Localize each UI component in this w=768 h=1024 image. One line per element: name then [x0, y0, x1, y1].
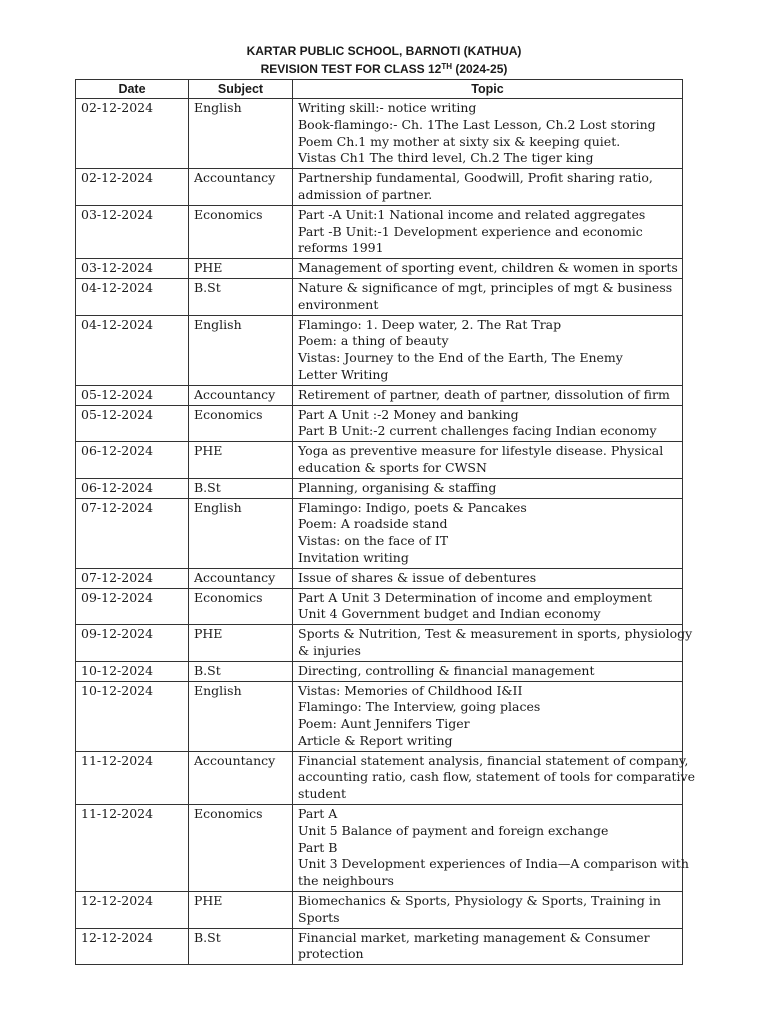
- subject-cell: Accountancy: [189, 751, 293, 804]
- topic-line: Planning, organising & staffing: [298, 479, 497, 495]
- topic-line: Letter Writing: [298, 366, 389, 382]
- table-row: [76, 661, 683, 681]
- table-row: [76, 385, 683, 405]
- table-row: [76, 751, 683, 804]
- subject-cell: B.St: [189, 278, 293, 315]
- topic-line: Poem: a thing of beauty: [298, 333, 449, 349]
- topic-line: & injuries: [298, 642, 361, 658]
- subject-cell: Economics: [189, 205, 293, 258]
- table-row: [76, 99, 683, 169]
- topic-line: Flamingo: 1. Deep water, 2. The Rat Trap: [298, 316, 562, 332]
- topic-line: Vistas Ch1 The third level, Ch.2 The tiger king: [298, 150, 594, 166]
- subject-cell: PHE: [189, 625, 293, 662]
- date-cell: 03-12-2024: [76, 259, 189, 279]
- topic-line: protection: [298, 946, 364, 962]
- column-header-date: Date: [76, 80, 189, 99]
- topic-line: environment: [298, 296, 379, 312]
- date-cell: 11-12-2024: [76, 805, 189, 892]
- subject-cell: B.St: [189, 478, 293, 498]
- topic-line: Unit 3 Development experiences of India—A comparison with: [298, 856, 689, 872]
- topic-line: Writing skill:- notice writing: [298, 100, 477, 115]
- topic-line: Part -B Unit:-1 Development experience and economic: [298, 223, 643, 239]
- date-cell: 10-12-2024: [76, 661, 189, 681]
- revision-schedule-table: [75, 79, 696, 965]
- topic-cell: [293, 568, 683, 588]
- topic-cell: [293, 478, 683, 498]
- topic-cell: [293, 892, 683, 929]
- topic-cell: [293, 169, 683, 206]
- topic-line: admission of partner.: [298, 186, 433, 202]
- table-row: [76, 315, 683, 385]
- subject-cell: English: [189, 315, 293, 385]
- topic-cell: [293, 405, 683, 442]
- table-row: [76, 588, 683, 625]
- topic-line: Part B: [298, 839, 338, 855]
- topic-line: Vistas: Memories of Childhood I&II: [298, 682, 523, 698]
- topic-cell: [293, 385, 683, 405]
- topic-cell: [293, 928, 683, 965]
- date-cell: 12-12-2024: [76, 892, 189, 929]
- topic-line: Part -A Unit:1 National income and related aggregates: [298, 206, 646, 222]
- topic-cell: [293, 278, 683, 315]
- document-title: REVISION TEST FOR CLASS 12TH (2024-25): [260, 62, 508, 76]
- date-cell: 02-12-2024: [76, 99, 189, 169]
- date-cell: 02-12-2024: [76, 169, 189, 206]
- date-cell: 12-12-2024: [76, 928, 189, 965]
- date-cell: 03-12-2024: [76, 205, 189, 258]
- subject-cell: Accountancy: [189, 385, 293, 405]
- subject-cell: Economics: [189, 588, 293, 625]
- topic-line: Issue of shares & issue of debentures: [298, 569, 537, 585]
- topic-line: accounting ratio, cash flow, statement of tools for comparative: [298, 769, 696, 785]
- topic-line: Retirement of partner, death of partner, dissolution of firm: [298, 386, 670, 402]
- table-row: [76, 169, 683, 206]
- table-row: [76, 892, 683, 929]
- table-row: [76, 928, 683, 965]
- table-row: [76, 278, 683, 315]
- subject-cell: English: [189, 681, 293, 751]
- date-cell: 04-12-2024: [76, 278, 189, 315]
- topic-line: Biomechanics & Sports, Physiology & Sports, Training in: [298, 893, 661, 909]
- table-row: [76, 478, 683, 498]
- table-row: [76, 681, 683, 751]
- subject-cell: PHE: [189, 892, 293, 929]
- date-cell: 05-12-2024: [76, 385, 189, 405]
- table-header-row: [76, 80, 683, 99]
- table-row: [76, 568, 683, 588]
- topic-line: Nature & significance of mgt, principles of mgt & business: [298, 279, 673, 295]
- topic-line: the neighbours: [298, 873, 394, 889]
- topic-cell: [293, 625, 693, 662]
- topic-cell: [293, 99, 683, 169]
- date-cell: 10-12-2024: [76, 681, 189, 751]
- topic-line: Financial market, marketing management & Consumer: [298, 929, 650, 945]
- topic-cell: [293, 751, 696, 804]
- date-cell: 07-12-2024: [76, 568, 189, 588]
- topic-cell: [293, 315, 683, 385]
- topic-line: Directing, controlling & financial management: [298, 662, 595, 678]
- topic-cell: [293, 805, 689, 892]
- table-row: [76, 259, 683, 279]
- subject-cell: English: [189, 498, 293, 568]
- date-cell: 06-12-2024: [76, 478, 189, 498]
- column-header-topic: Topic: [293, 80, 683, 99]
- subject-cell: Economics: [189, 405, 293, 442]
- subject-cell: Accountancy: [189, 568, 293, 588]
- column-header-subject: Subject: [189, 80, 293, 99]
- table-row: [76, 625, 683, 662]
- topic-cell: [293, 205, 683, 258]
- topic-line: Vistas: on the face of IT: [298, 533, 449, 549]
- subject-cell: B.St: [189, 661, 293, 681]
- topic-line: Part A Unit :-2 Money and banking: [298, 406, 519, 422]
- subject-cell: B.St: [189, 928, 293, 965]
- table-row: [76, 405, 683, 442]
- table-row: [76, 205, 683, 258]
- topic-line: Management of sporting event, children & women in sports: [298, 260, 678, 276]
- topic-line: Partnership fundamental, Goodwill, Profit sharing ratio,: [298, 170, 653, 186]
- topic-line: Poem: A roadside stand: [298, 516, 448, 532]
- topic-line: Invitation writing: [298, 549, 409, 565]
- topic-line: Vistas: Journey to the End of the Earth, The Enemy: [298, 350, 623, 366]
- topic-cell: [293, 588, 683, 625]
- topic-line: Financial statement analysis, financial statement of company,: [298, 752, 689, 768]
- subject-cell: Accountancy: [189, 169, 293, 206]
- topic-line: Article & Report writing: [298, 732, 453, 748]
- topic-line: Unit 4 Government budget and Indian economy: [298, 606, 601, 622]
- date-cell: 09-12-2024: [76, 588, 189, 625]
- subject-cell: PHE: [189, 442, 293, 479]
- date-cell: 11-12-2024: [76, 751, 189, 804]
- topic-line: Part A: [298, 806, 338, 822]
- table-row: [76, 442, 683, 479]
- topic-line: Yoga as preventive measure for lifestyle disease. Physical: [298, 443, 664, 459]
- topic-line: Sports & Nutrition, Test & measurement in sports, physiology: [298, 626, 693, 642]
- topic-line: Part A Unit 3 Determination of income and employment: [298, 589, 653, 605]
- date-cell: 06-12-2024: [76, 442, 189, 479]
- topic-line: Poem Ch.1 my mother at sixty six & keeping quiet.: [298, 133, 621, 149]
- topic-line: Unit 5 Balance of payment and foreign exchange: [298, 822, 609, 838]
- topic-cell: [293, 498, 683, 568]
- date-cell: 07-12-2024: [76, 498, 189, 568]
- subject-cell: English: [189, 99, 293, 169]
- topic-line: Flamingo: The Interview, going places: [298, 699, 541, 715]
- topic-cell: [293, 259, 683, 279]
- topic-line: education & sports for CWSN: [298, 459, 487, 475]
- topic-line: reforms 1991: [298, 240, 384, 256]
- topic-line: Book-flamingo:- Ch. 1The Last Lesson, Ch.2 Lost storing: [298, 116, 656, 132]
- subject-cell: PHE: [189, 259, 293, 279]
- date-cell: 09-12-2024: [76, 625, 189, 662]
- topic-cell: [293, 442, 683, 479]
- topic-line: Poem: Aunt Jennifers Tiger: [298, 716, 470, 732]
- school-name: KARTAR PUBLIC SCHOOL, BARNOTI (KATHUA): [246, 44, 522, 58]
- date-cell: 04-12-2024: [76, 315, 189, 385]
- topic-line: student: [298, 786, 346, 802]
- topic-line: Flamingo: Indigo, poets & Pancakes: [298, 499, 527, 515]
- topic-line: Sports: [298, 909, 340, 925]
- topic-line: Part B Unit:-2 current challenges facing Indian economy: [298, 423, 657, 439]
- topic-cell: [293, 661, 683, 681]
- subject-cell: Economics: [189, 805, 293, 892]
- table-row: [76, 805, 683, 892]
- date-cell: 05-12-2024: [76, 405, 189, 442]
- table-row: [76, 498, 683, 568]
- topic-cell: [293, 681, 683, 751]
